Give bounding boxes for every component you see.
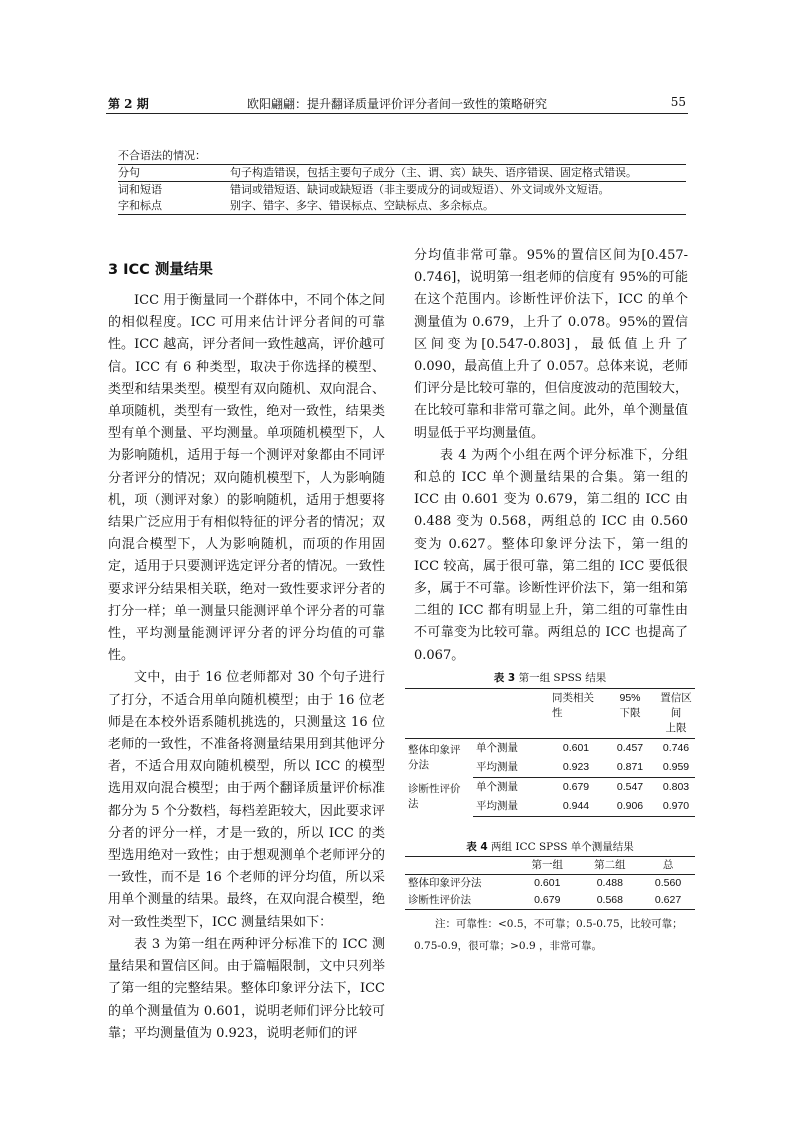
table-cell: 错词或错短语、缺词或缺短语（非主要成分的词或短语）、外文词或外文短语。 — [230, 183, 610, 196]
table-row — [118, 182, 686, 199]
lower-value: 0.906 — [603, 797, 657, 817]
measure-label: 单个测量 — [476, 781, 518, 793]
lower-value: 0.547 — [616, 781, 644, 793]
icc-value: 0.944 — [549, 797, 603, 817]
table4-label: 表 4 — [466, 841, 488, 853]
upper-value: 0.746 — [662, 742, 690, 754]
table4-note: 注：可靠性：<0.5，不可靠；0.5-0.75，比较可靠；0.75-0.9，很可靠；>0.9 ，非常可靠。 — [414, 918, 683, 952]
table-cell: 分句 — [118, 165, 230, 182]
col-header-lower — [603, 689, 657, 739]
running-title: 欧阳翩翩：提升翻译质量评价评分者间一致性的策略研究 — [246, 97, 547, 111]
table-cell: 0.627 — [641, 892, 695, 910]
page-number: 55 — [670, 95, 686, 109]
icc-value: 0.679 — [562, 781, 590, 793]
table-cell: 字和标点 — [118, 198, 230, 215]
table-row — [405, 892, 695, 910]
table3-title: 第一组 SPSS 结果 — [518, 672, 607, 684]
table-row — [405, 739, 695, 759]
table3-caption — [414, 670, 686, 685]
table-row — [405, 875, 695, 893]
col-header-ci: 置信区间 — [660, 692, 692, 719]
table4-title: 两组 ICC SPSS 单个测量结果 — [491, 841, 634, 853]
row-label: 诊断性评价法 — [405, 892, 516, 910]
col-header: 第一组 — [516, 857, 579, 875]
grammar-error-table — [118, 164, 686, 215]
table-cell: 词和短语 — [118, 183, 162, 196]
lower-value: 0.871 — [603, 758, 657, 778]
top-table-caption: 不合语法的情况： — [118, 149, 206, 162]
col-header-lower-label: 下限 — [619, 707, 641, 719]
table-cell: 0.560 — [654, 877, 682, 889]
measure-label: 单个测量 — [476, 742, 518, 754]
table-row — [118, 165, 686, 182]
group-label: 诊断性评价法 — [408, 783, 461, 810]
col-header-icc: 同类相关性 — [549, 689, 603, 739]
paragraph: ICC 用于衡量同一个群体中，不同个体之间的相似程度。ICC 可用来估计评分者间的可靠性。ICC 越高，评分者间一致性越高，评价越可信。ICC 有 6 种类型，取决于你选择的模型、类型和结果类型。模型有双向随机、双向混合、单项随机，类型有一致性，绝对一致性，结果类型有单个测量、平均测量。单项随机模型下，人为影响随机，适用于每一个测评对象都由不同评分者评分的情况；双向随机模型下，人为影响随机，项（测评对象）的影响随机，适用于想要将结果广泛应用于有相似特征的评分者的情况；双向混合模型下，人为影响随机，而项的作用固定，适用于只要测评选定评分者的情况。一致性要求评分结果相关联，绝对一致性要求评分者的打分一样；单一测量只能测评单个评分者的可靠性，平均测量能测评评分者的评分均值的可靠性。 — [108, 293, 385, 664]
icc-value: 0.601 — [562, 742, 590, 754]
table-cell: 0.488 — [596, 877, 623, 889]
group-label: 整体印象评分法 — [408, 744, 461, 772]
table-cell: 句子构造错误，包括主要句子成分（主、谓、宾）缺失、语序错误、固定格式错误。 — [230, 165, 686, 182]
table-cell: 0.568 — [579, 892, 642, 910]
table-row — [405, 778, 695, 798]
table-row — [118, 198, 686, 215]
row-label: 整体印象评分法 — [408, 877, 482, 889]
table4-caption — [414, 839, 686, 854]
icc-value: 0.923 — [549, 758, 603, 778]
col-header: 第二组 — [579, 857, 642, 875]
right-column — [414, 245, 688, 667]
table-cell: 别字、错字、多字、错误标点、空缺标点、多余标点。 — [230, 198, 686, 215]
table-cell: 0.679 — [516, 892, 579, 910]
table3 — [405, 688, 695, 817]
paragraph: 表 4 为两个小组在两个评分标准下，分组和总的 ICC 单个测量结果的合集。第一组的 ICC 由 0.601 变为 0.679，第二组的 ICC 由 0.488 变为 0.568，两组总的 ICC 由 0.560 变为 0.627。整体印象评分法下，第一组的 ICC 较高，属于很可靠，第二组的 ICC 要低很多，属于不可靠。诊断性评价法下，第一组和第二组的 ICC 都有明显上升，第二组的可靠性由不可靠变为比较可靠。两组总的 ICC 也提高了 0.067。 — [414, 447, 688, 663]
col-header-95: 95% — [619, 692, 641, 704]
section-heading: 3 ICC 测量结果 — [108, 262, 213, 278]
measure-label: 平均测量 — [473, 797, 549, 817]
col-header-upper-label: 上限 — [665, 722, 687, 734]
lower-value: 0.457 — [616, 742, 644, 754]
paragraph: 表 3 为第一组在两种评分标准下的 ICC 测量结果和置信区间。由于篇幅限制，文中只列举了第一组的完整结果。整体印象评分法下，ICC 的单个测量值为 0.601，说明老师们评分比较可靠；平均测量值为 0.923，说明老师们的评 — [108, 936, 385, 1041]
left-column — [108, 290, 385, 1045]
table-cell: 0.601 — [534, 877, 561, 889]
col-header: 总 — [641, 857, 695, 875]
col-header-upper — [657, 689, 695, 739]
table4 — [405, 856, 695, 910]
paragraph: 文中，由于 16 位老师都对 30 个句子进行了打分，不适合用单向随机模型；由于 16 位老师是在本校外语系随机挑选的，只测量这 16 位老师的一致性，不准备将测量结果用到其他评分者，不适合用双向随机模型，所以 ICC 的模型选用双向混合模型；由于两个翻译质量评价标准都分为 5 个分数档，每档差距较大，因此要求评分者的评分一样，才是一致的，所以 ICC 的类型选用绝对一致性；由于想观测单个老师评分的一致性，而不是 16 个老师的评分均值，所以采用单个测量的结果。最终，在双向混合模型，绝对一致性类型下，ICC 测量结果如下： — [108, 670, 385, 930]
table3-label: 表 3 — [493, 672, 516, 684]
paragraph: 分均值非常可靠。95%的置信区间为[0.457-0.746]，说明第一组老师的信度有 95%的可能在这个范围内。诊断性评价法下，ICC 的单个测量值为 0.679，上升了 0.078。95%的置信区间变为[0.547-0.803]，最低值上升了 0.090，最高值上升了 0.057。总体来说，老师们评分是比较可靠的，但信度波动的范围较大，在比较可靠和非常可靠之间。此外，单个测量值明显低于平均测量值。 — [414, 248, 688, 441]
upper-value: 0.803 — [662, 781, 690, 793]
table-header-row — [405, 689, 695, 739]
measure-label: 平均测量 — [473, 758, 549, 778]
upper-value: 0.959 — [657, 758, 695, 778]
issue-number: 第 2 期 — [108, 97, 149, 111]
running-header — [106, 93, 688, 114]
table-header-row — [405, 857, 695, 875]
upper-value: 0.970 — [657, 797, 695, 817]
